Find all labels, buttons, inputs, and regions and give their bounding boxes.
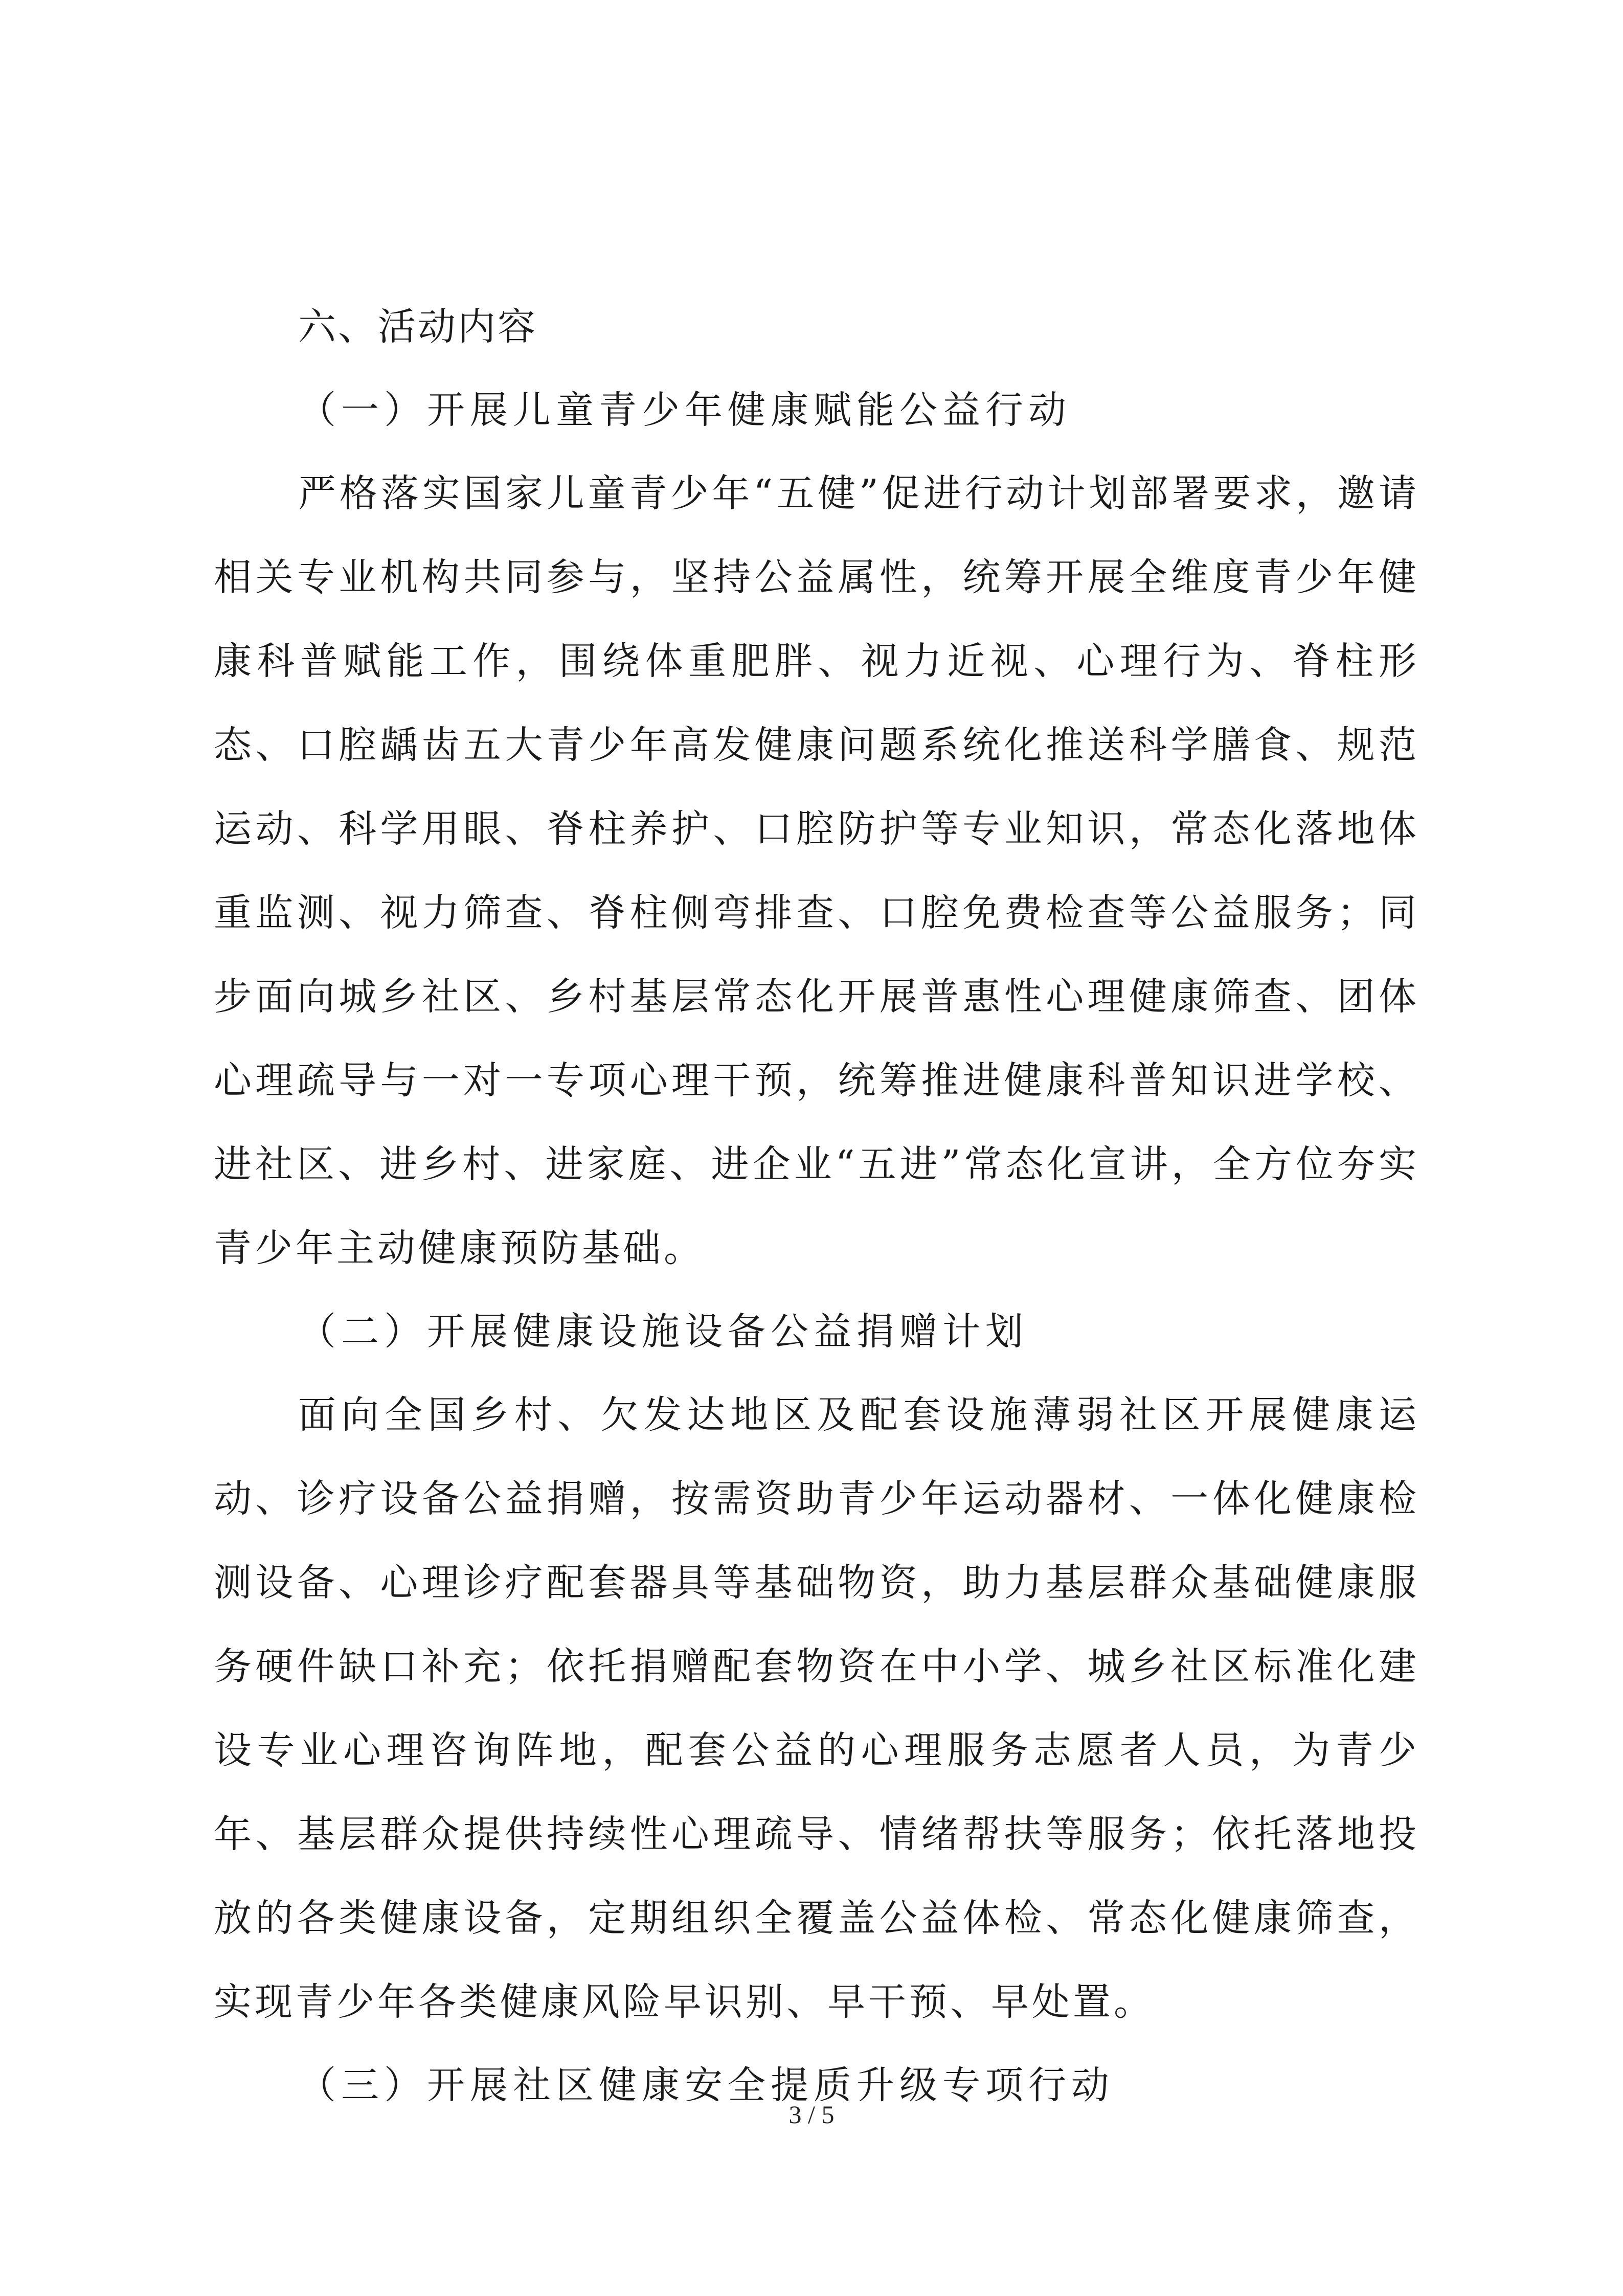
section-heading: 六、活动内容 (298, 305, 537, 349)
subsection-2-paragraph: 面向全国乡村、欠发达地区及配套设施薄弱社区开展健康运动、诊疗设备公益捐赠，按需资助青少年运动器材、一体化健康检测设备、心理诊疗配套器具等基础物资，助力基层群众基础健康服务硬件缺口补充；依托捐赠配套物资在中小学、城乡社区标准化建设专业心理咨询阵地，配套公益的心理服务志愿者人员，为青少年、基层群众提供持续性心理疏导、情绪帮扶等服务；依托落地投放的各类健康设备，定期组织全覆盖公益体检、常态化健康筛查，实现青少年各类健康风险早识别、早干预、早处置。 (214, 1393, 1419, 2024)
subsection-2-heading: （二）开展健康设施设备公益捐赠计划 (298, 1310, 1028, 1354)
subsection-3-heading: （三）开展社区健康安全提质升级专项行动 (298, 2063, 1114, 2107)
document-body (214, 297, 1419, 2139)
subsection-1-heading: （一）开展儿童青少年健康赋能公益行动 (298, 388, 1071, 432)
subsection-1-paragraph: 严格落实国家儿童青少年“五健”促进行动计划部署要求，邀请相关专业机构共同参与，坚持公益属性，统筹开展全维度青少年健康科普赋能工作，围绕体重肥胖、视力近视、心理行为、脊柱形态、口腔龋齿五大青少年高发健康问题系统化推送科学膳食、规范运动、科学用眼、脊柱养护、口腔防护等专业知识，常态化落地体重监测、视力筛查、脊柱侧弯排查、口腔免费检查等公益服务；同步面向城乡社区、乡村基层常态化开展普惠性心理健康筛查、团体心理疏导与一对一专项心理干预，统筹推进健康科普知识进学校、进社区、进乡村、进家庭、进企业“五进”常态化宣讲，全方位夯实青少年主动健康预防基础。 (214, 471, 1419, 1270)
page-number: 3 / 5 (788, 2100, 835, 2129)
